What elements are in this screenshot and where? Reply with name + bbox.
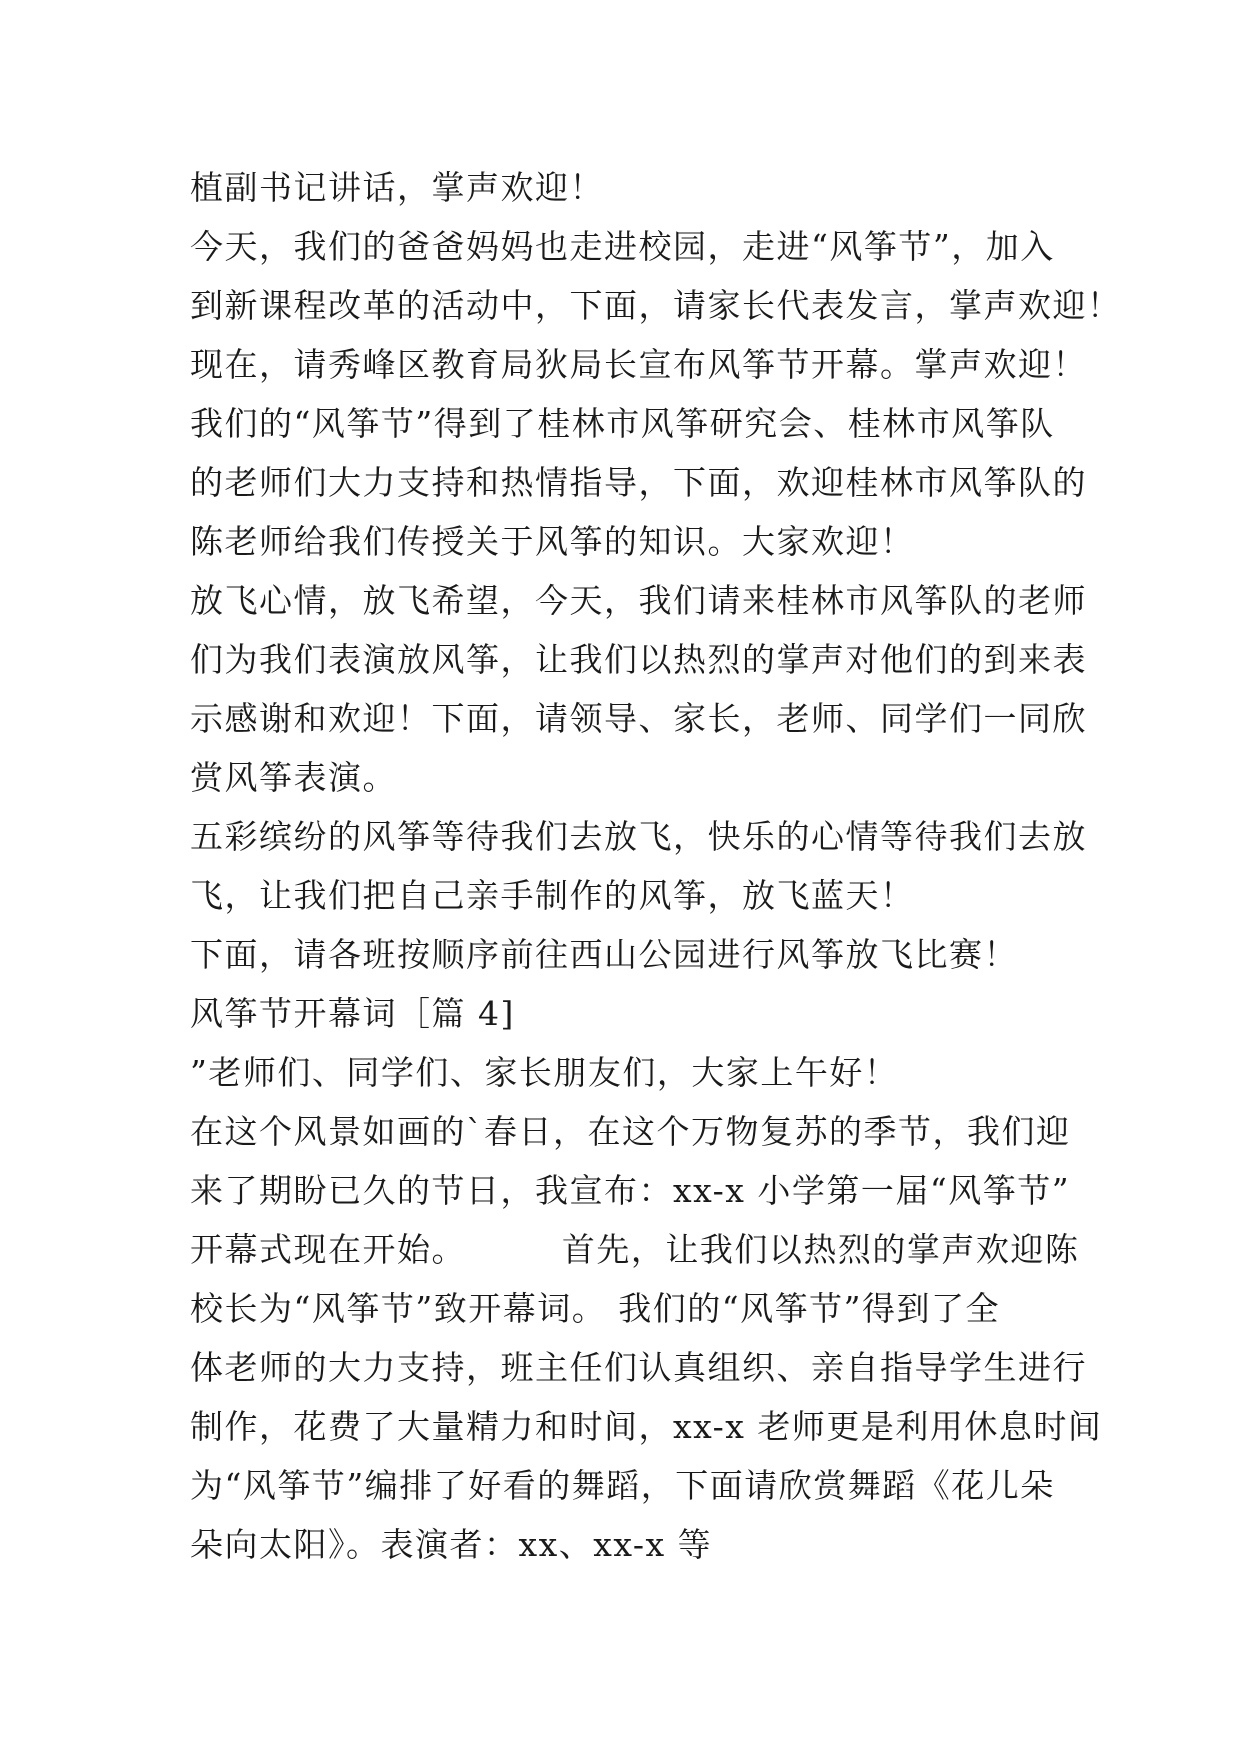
text-line: 校长为“风筝节”致开幕词。 我们的“风筝节”得到了全 <box>190 1289 1000 1328</box>
text-line: 五彩缤纷的风筝等待我们去放飞，快乐的心情等待我们去放 <box>190 817 1087 856</box>
text-line: 为“风筝节”编排了好看的舞蹈，下面请欣赏舞蹈《花儿朵 <box>190 1466 1055 1505</box>
text-line: 放飞心情，放飞希望，今天，我们请来桂林市风筝队的老师 <box>190 581 1087 620</box>
text-line: 体老师的大力支持，班主任们认真组织、亲自指导学生进行 <box>190 1348 1087 1387</box>
text-line: 我们的“风筝节”得到了桂林市风筝研究会、桂林市风筝队 <box>190 404 1055 443</box>
text-line: 现在，请秀峰区教育局狄局长宣布风筝节开幕。掌声欢迎！ <box>190 345 1087 384</box>
text-line: 飞，让我们把自己亲手制作的风筝，放飞蓝天！ <box>190 876 915 915</box>
text-line: 植副书记讲话，掌声欢迎！ <box>190 168 604 207</box>
section-heading: 风筝节开幕词［篇 4] <box>190 994 515 1033</box>
text-line: 制作，花费了大量精力和时间，xx-x 老师更是利用休息时间 <box>190 1407 1103 1446</box>
text-line: 下面，请各班按顺序前往西山公园进行风筝放飞比赛！ <box>190 935 1018 974</box>
text-line: 赏风筝表演。 <box>190 758 397 797</box>
text-line: 到新课程改革的活动中，下面，请家长代表发言，掌声欢迎！ <box>190 286 1122 325</box>
document-body <box>190 158 1122 1574</box>
text-line: 陈老师给我们传授关于风筝的知识。大家欢迎！ <box>190 522 915 561</box>
text-line: 的老师们大力支持和热情指导，下面，欢迎桂林市风筝队的 <box>190 463 1087 502</box>
text-line: 今天，我们的爸爸妈妈也走进校园，走进“风筝节”，加入 <box>190 227 1055 266</box>
text-line: 在这个风景如画的`春日，在这个万物复苏的季节，我们迎 <box>190 1112 1071 1151</box>
text-line: 来了期盼已久的节日，我宣布：xx-x 小学第一届“风筝节” <box>190 1171 1071 1210</box>
text-line: 开幕式现在开始。 首先，让我们以热烈的掌声欢迎陈 <box>190 1230 1080 1269</box>
text-line: ”老师们、同学们、家长朋友们，大家上午好！ <box>190 1053 899 1092</box>
text-line: 朵向太阳》。表演者：xx、xx-x 等 <box>190 1525 713 1564</box>
text-line: 示感谢和欢迎！下面，请领导、家长，老师、同学们一同欣 <box>190 699 1087 738</box>
text-line: 们为我们表演放风筝，让我们以热烈的掌声对他们的到来表 <box>190 640 1087 679</box>
